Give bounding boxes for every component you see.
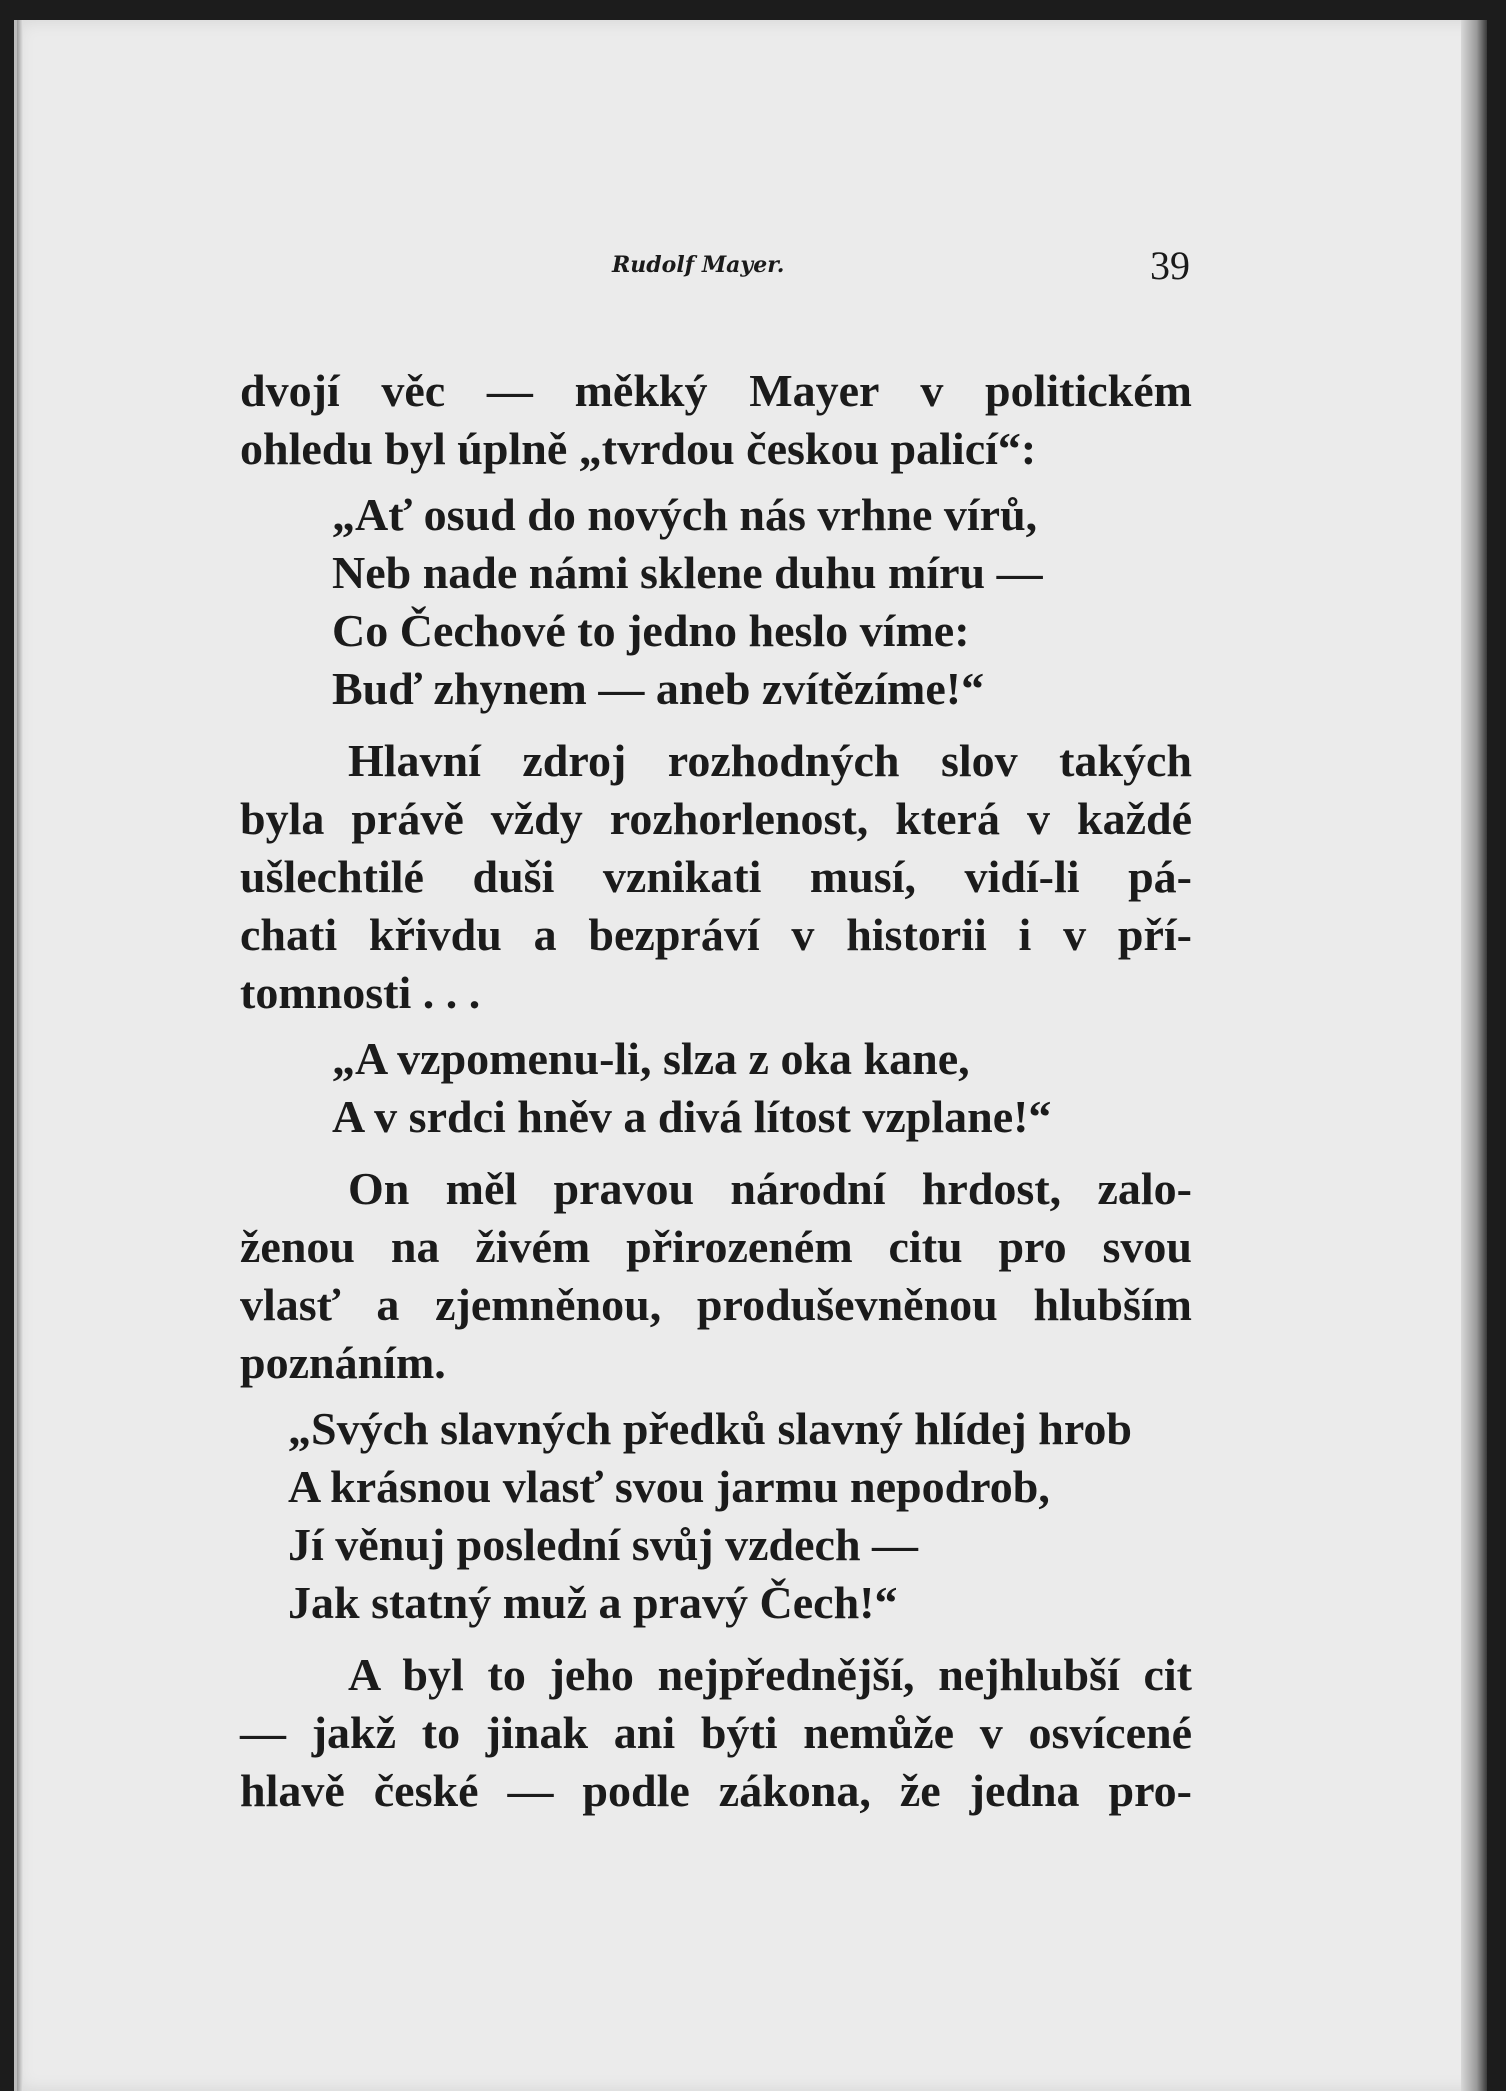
verse-line: „Ať osud do nových nás vrhne vírů, (332, 489, 1038, 540)
text-line: hlavě české — podle zákona, že jedna pro- (240, 1765, 1192, 1816)
text-line: — jakž to jinak ani býti nemůže v osvícené (240, 1707, 1192, 1758)
page-left-edge (17, 20, 23, 2091)
text-line: Hlavní zdroj rozhodných slov takých (348, 735, 1192, 786)
page-body (240, 362, 1192, 1820)
verse-line: Buď zhynem — aneb zvítězíme!“ (332, 663, 985, 714)
text-line: byla právě vždy rozhorlenost, která v každé (240, 793, 1192, 844)
text-line: dvojí věc — měkký Mayer v politickém (240, 365, 1192, 416)
text-line: chati křivdu a bezpráví v historii i v pří- (240, 909, 1192, 960)
page-number: 39 (1150, 243, 1190, 288)
paragraph (240, 1160, 1192, 1392)
verse-line: A v srdci hněv a divá lítost vzplane!“ (332, 1091, 1052, 1142)
text-line: On měl pravou národní hrdost, zalo- (348, 1163, 1192, 1214)
verse-line: Jí věnuj poslední svůj vzdech — (288, 1519, 919, 1570)
text-line: ušlechtilé duši vznikati musí, vidí-li pá- (240, 851, 1192, 902)
verse-stanza (240, 1030, 1192, 1146)
verse-line: Neb nade námi sklene duhu míru — (332, 547, 1043, 598)
paragraph (240, 732, 1192, 1022)
paragraph (240, 362, 1192, 478)
text-line: vlasť a zjemněnou, produševněnou hlubším (240, 1279, 1192, 1330)
verse-line: „Svých slavných předků slavný hlídej hrob (288, 1403, 1132, 1454)
verse-stanza (240, 1400, 1192, 1632)
text-line: ohledu byl úplně „tvrdou českou palicí“: (240, 423, 1037, 474)
verse-line: „A vzpomenu-li, slza z oka kane, (332, 1033, 970, 1084)
text-line: ženou na živém přirozeném citu pro svou (240, 1221, 1192, 1272)
page-header (240, 242, 1190, 302)
verse-line: Jak statný muž a pravý Čech!“ (288, 1577, 898, 1628)
text-line: tomnosti . . . (240, 967, 481, 1018)
verse-line: Co Čechové to jedno heslo víme: (332, 605, 970, 656)
verse-line: A krásnou vlasť svou jarmu nepodrob, (288, 1461, 1050, 1512)
paragraph (240, 1646, 1192, 1820)
text-line: poznáním. (240, 1337, 446, 1388)
page-right-edge (1461, 20, 1487, 2091)
verse-stanza (240, 486, 1192, 718)
text-line: A byl to jeho nejpřednější, nejhlubší cit (348, 1649, 1192, 1700)
running-head: Rudolf Mayer. (612, 252, 785, 278)
